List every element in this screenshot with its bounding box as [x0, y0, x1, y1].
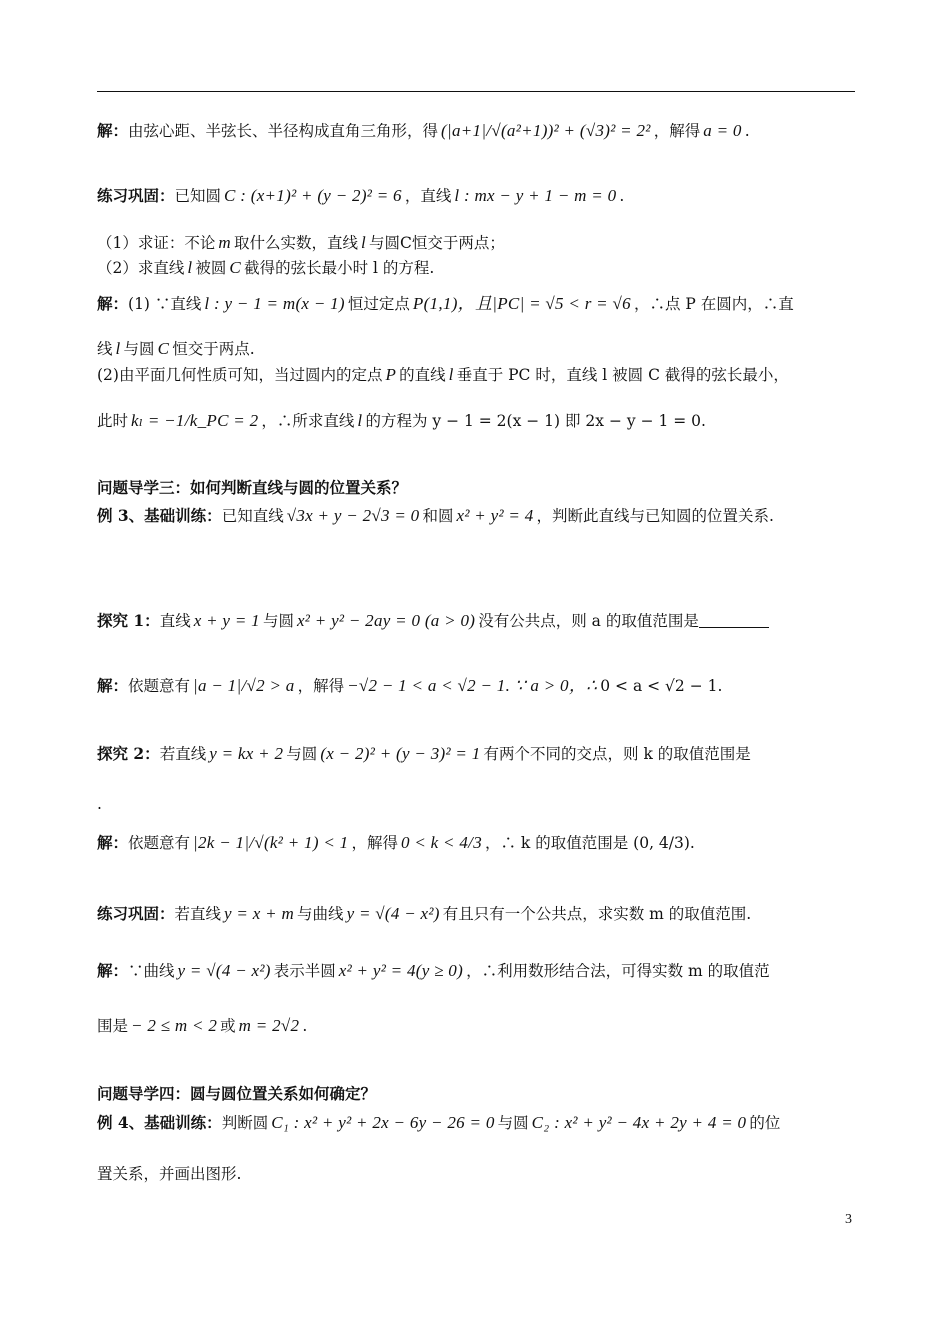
line-text: 与圆: [286, 745, 318, 763]
line-text: 直线: [159, 612, 191, 630]
line-text: 已知直线: [221, 507, 284, 525]
line-text: ∵曲线: [128, 962, 175, 980]
line-text: ，解得: [351, 834, 398, 852]
math-expression: l: [115, 339, 121, 358]
line-text: ，∴利用数形结合法，可得实数 m 的取值范: [466, 962, 770, 980]
page-number: 3: [845, 1212, 852, 1227]
text-line: [97, 1112, 857, 1134]
math-expression: |a − 1|/√2 > a: [193, 676, 295, 695]
line-text: ，判断此直线与已知圆的位置关系.: [536, 507, 774, 525]
line-text: 与圆: [262, 612, 294, 630]
line-text: 由弦心距、半弦长、半径构成直角三角形，得: [128, 122, 439, 140]
line-text: 或: [220, 1017, 236, 1035]
line-text: 没有公共点，则 a 的取值范围是: [478, 612, 699, 630]
line-text: 被圆: [195, 259, 227, 277]
line-text: 依题意有: [128, 834, 191, 852]
line-label: 解：: [97, 676, 129, 695]
math-expression: y = √(4 − x²): [177, 961, 271, 980]
math-expression: l: [448, 365, 454, 384]
line-label: 例 3、基础训练：: [97, 506, 222, 525]
line-text: 依题意有: [128, 677, 191, 695]
text-line: [97, 120, 857, 142]
line-label: 解：: [97, 833, 129, 852]
math-expression: l : y − 1 = m(x − 1): [204, 294, 345, 313]
math-expression: C₂ : x² + y² − 4x + 2y + 4 = 0: [531, 1113, 747, 1132]
line-text: ，直线: [404, 187, 452, 205]
text-line: [97, 903, 857, 925]
math-expression: C₁ : x² + y² + 2x − 6y − 26 = 0: [271, 1113, 495, 1132]
line-text: 与圆C恒交于两点；: [369, 234, 505, 252]
line-text: 线: [97, 340, 113, 358]
line-text: ，∴点 P 在圆内，∴直: [633, 295, 794, 313]
text-line: [97, 257, 857, 279]
math-expression: x² + y² = 4(y ≥ 0): [338, 961, 464, 980]
math-expression: − 2 ≤ m < 2: [131, 1016, 218, 1035]
line-text: (1) ∵直线: [128, 295, 202, 313]
line-text: (2)由平面几何性质可知，当过圆内的定点: [97, 366, 383, 384]
math-expression: −√2 − 1 < a < √2 − 1. ∵ a > 0，∴: [347, 676, 598, 695]
line-text: 若直线: [159, 745, 207, 763]
line-text: 判断圆: [221, 1114, 269, 1132]
math-expression: l: [187, 258, 193, 277]
text-line: [97, 675, 857, 697]
math-expression: (x − 2)² + (y − 3)² = 1: [320, 744, 481, 763]
text-line: [97, 793, 857, 815]
line-label: 练习巩固：: [97, 186, 175, 205]
math-expression: l: [360, 233, 366, 252]
math-expression: √3x + y − 2√3 = 0: [286, 506, 420, 525]
text-line: [97, 185, 857, 207]
line-text: 表示半圆: [273, 962, 336, 980]
line-text: ，∴所求直线: [261, 412, 355, 430]
line-text: .: [744, 122, 750, 140]
text-line: [97, 1015, 857, 1037]
math-expression: m: [218, 233, 231, 252]
line-text: （1）求证：不论: [97, 234, 216, 252]
text-line: [97, 832, 857, 854]
math-expression: m = 2√2: [238, 1016, 300, 1035]
text-line: [97, 232, 857, 254]
text-line: [97, 960, 857, 982]
line-text: 取什么实数，直线: [233, 234, 358, 252]
line-text: 截得的弦长最小时 l 的方程.: [244, 259, 435, 277]
line-label: 探究 2：: [97, 744, 160, 763]
math-expression: x² + y² − 2ay = 0 (a > 0): [296, 611, 476, 630]
line-text: 和圆: [422, 507, 454, 525]
math-expression: x + y = 1: [193, 611, 260, 630]
math-expression: C : (x+1)² + (y − 2)² = 6: [224, 186, 402, 205]
line-text: ，解得: [297, 677, 345, 695]
text-line: [97, 477, 857, 499]
text-line: [97, 1083, 857, 1105]
math-expression: y = √(4 − x²): [346, 904, 440, 923]
line-text: .: [619, 187, 625, 205]
line-text: .: [97, 795, 102, 813]
math-expression: 0 < k < 4/3: [400, 833, 482, 852]
math-expression: C: [157, 339, 170, 358]
line-label: 例 4、基础训练：: [97, 1113, 222, 1132]
line-text: 若直线: [174, 905, 222, 923]
line-label: 练习巩固：: [97, 904, 175, 923]
line-text: （2）求直线: [97, 259, 185, 277]
line-label: 探究 1：: [97, 611, 160, 630]
line-text: 的直线: [399, 366, 446, 384]
line-text: 有两个不同的交点，则 k 的取值范围是: [483, 745, 751, 763]
math-expression: P: [385, 365, 397, 384]
line-text: ，∴ k 的取值范围是 (0, 4/3).: [485, 834, 695, 852]
line-text: 的位: [749, 1114, 781, 1132]
line-label: 解：: [97, 294, 129, 313]
text-line: [97, 293, 857, 315]
line-label: 解：: [97, 961, 129, 980]
line-text: 有且只有一个公共点，求实数 m 的取值范围.: [442, 905, 752, 923]
line-text: 围是: [97, 1017, 129, 1035]
line-text: ，解得: [653, 122, 701, 140]
line-text: 置关系，并画出图形.: [97, 1165, 242, 1183]
math-expression: a = 0: [703, 121, 742, 140]
math-expression: y = x + m: [224, 904, 295, 923]
line-text: 恒过定点: [347, 295, 410, 313]
math-expression: |2k − 1|/√(k² + 1) < 1: [193, 833, 349, 852]
text-line: [97, 1163, 857, 1185]
line-text: 的方程为 y − 1 = 2(x − 1) 即 2x − y − 1 = 0.: [365, 412, 706, 430]
line-text: 垂直于 PC 时，直线 l 被圆 C 截得的弦长最小，: [456, 366, 789, 384]
text-line: [97, 410, 857, 432]
math-expression: C: [229, 258, 242, 277]
line-text: 恒交于两点.: [172, 340, 255, 358]
line-label: 问题导学四：圆与圆位置关系如何确定？: [97, 1084, 377, 1103]
math-expression: l: [357, 411, 363, 430]
line-text: 已知圆: [174, 187, 222, 205]
math-expression: y = kx + 2: [209, 744, 284, 763]
text-line: [97, 364, 857, 386]
text-line: [97, 338, 857, 360]
line-text: 与曲线: [297, 905, 344, 923]
line-text: 与圆: [497, 1114, 529, 1132]
text-line: [97, 743, 857, 765]
math-expression: x² + y² = 4: [456, 506, 534, 525]
line-text: 与圆: [123, 340, 155, 358]
text-line: [97, 505, 857, 527]
math-expression: (|a+1|/√(a²+1))² + (√3)² = 2²: [441, 121, 651, 140]
math-expression: l : mx − y + 1 − m = 0: [454, 186, 617, 205]
line-text: 此时: [97, 412, 129, 430]
answer-blank[interactable]: [699, 613, 769, 628]
math-expression: P(1,1)，且|PC| = √5 < r = √6: [412, 294, 631, 313]
line-text: .: [302, 1017, 308, 1035]
math-expression: kₗ = −1/k_PC = 2: [131, 411, 259, 430]
header-rule: [97, 91, 855, 92]
line-label: 问题导学三：如何判断直线与圆的位置关系？: [97, 478, 408, 497]
line-label: 解：: [97, 121, 129, 140]
line-text: 0 < a < √2 − 1.: [600, 677, 723, 695]
text-line: [97, 610, 857, 632]
